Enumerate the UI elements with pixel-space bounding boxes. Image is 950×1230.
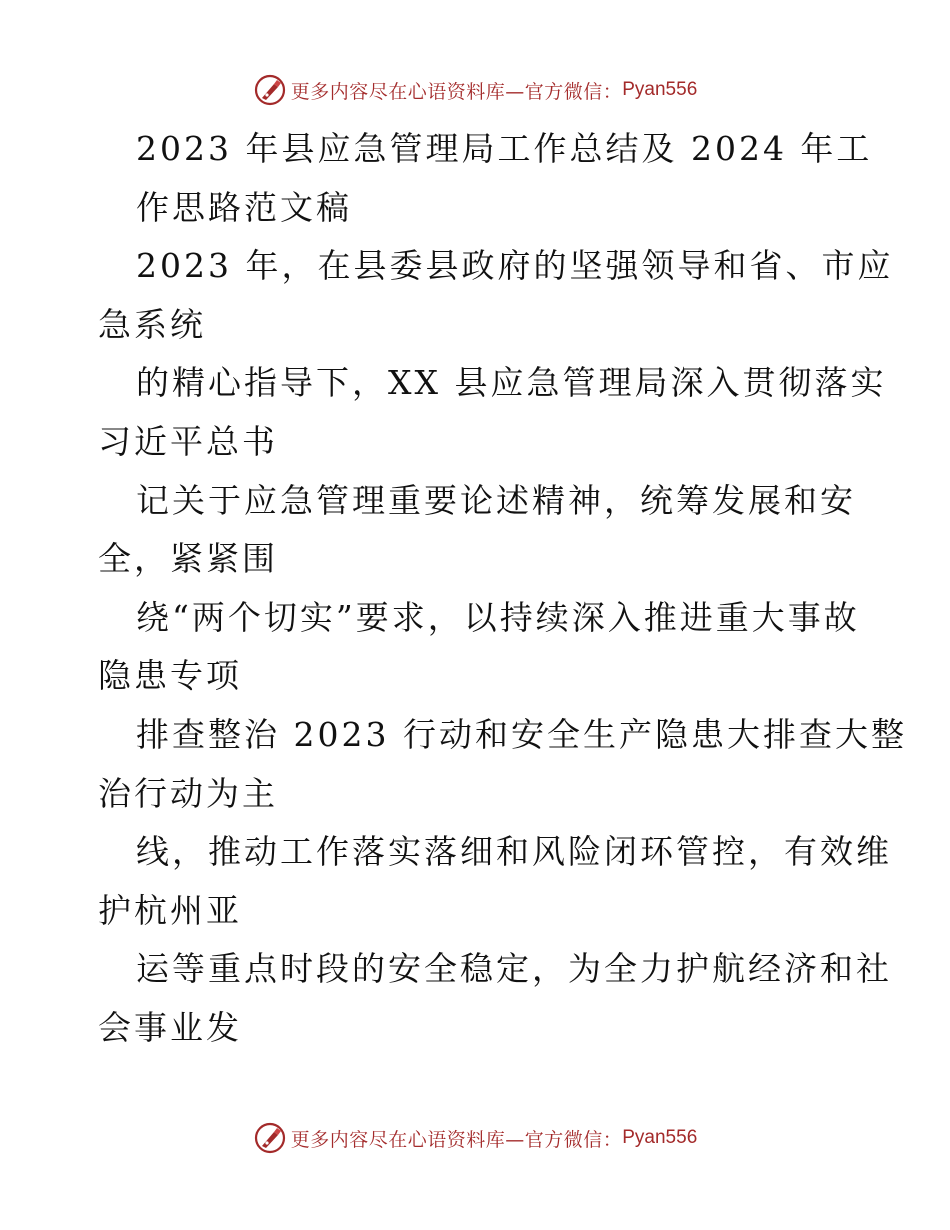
body-line-1: 2023 年，在县委县政府的坚强领导和省、市应: [136, 246, 894, 286]
body-line-5: 记关于应急管理重要论述精神，统筹发展和安: [136, 480, 856, 520]
title-line-2: 作思路范文稿: [136, 187, 352, 227]
body-line-7: 绕“两个切实”要求，以持续深入推进重大事故: [136, 597, 860, 637]
pen-nib-seal-icon: [253, 1121, 287, 1155]
body-line-6: 全，紧紧围: [98, 539, 278, 579]
body-line-10: 治行动为主: [98, 773, 278, 813]
footer-contact: Pyan556: [622, 1127, 698, 1148]
header-contact: Pyan556: [622, 79, 698, 100]
body-line-11: 线，推动工作落实落细和风险闭环管控，有效维: [136, 832, 892, 872]
body-line-8: 隐患专项: [98, 656, 242, 696]
footer-watermark: [0, 1118, 950, 1158]
footer-watermark-text: 更多内容尽在心语资料库—官方微信：: [290, 1128, 623, 1151]
body-line-12: 护杭州亚: [98, 890, 242, 930]
document-body: [98, 120, 907, 1058]
body-line-14: 会事业发: [98, 1007, 242, 1047]
body-line-13: 运等重点时段的安全稳定，为全力护航经济和社: [136, 949, 892, 989]
header-watermark-text: 更多内容尽在心语资料库—官方微信：: [290, 80, 623, 103]
title-line-1: 2023 年县应急管理局工作总结及 2024 年工: [136, 129, 873, 168]
body-line-2: 急系统: [98, 304, 206, 344]
body-line-4: 习近平总书: [98, 421, 278, 461]
header-watermark: [0, 70, 950, 110]
body-line-3: 的精心指导下，XX 县应急管理局深入贯彻落实: [136, 363, 887, 403]
pen-nib-seal-icon: [253, 73, 287, 107]
body-line-9: 排查整治 2023 行动和安全生产隐患大排查大整: [136, 714, 907, 754]
